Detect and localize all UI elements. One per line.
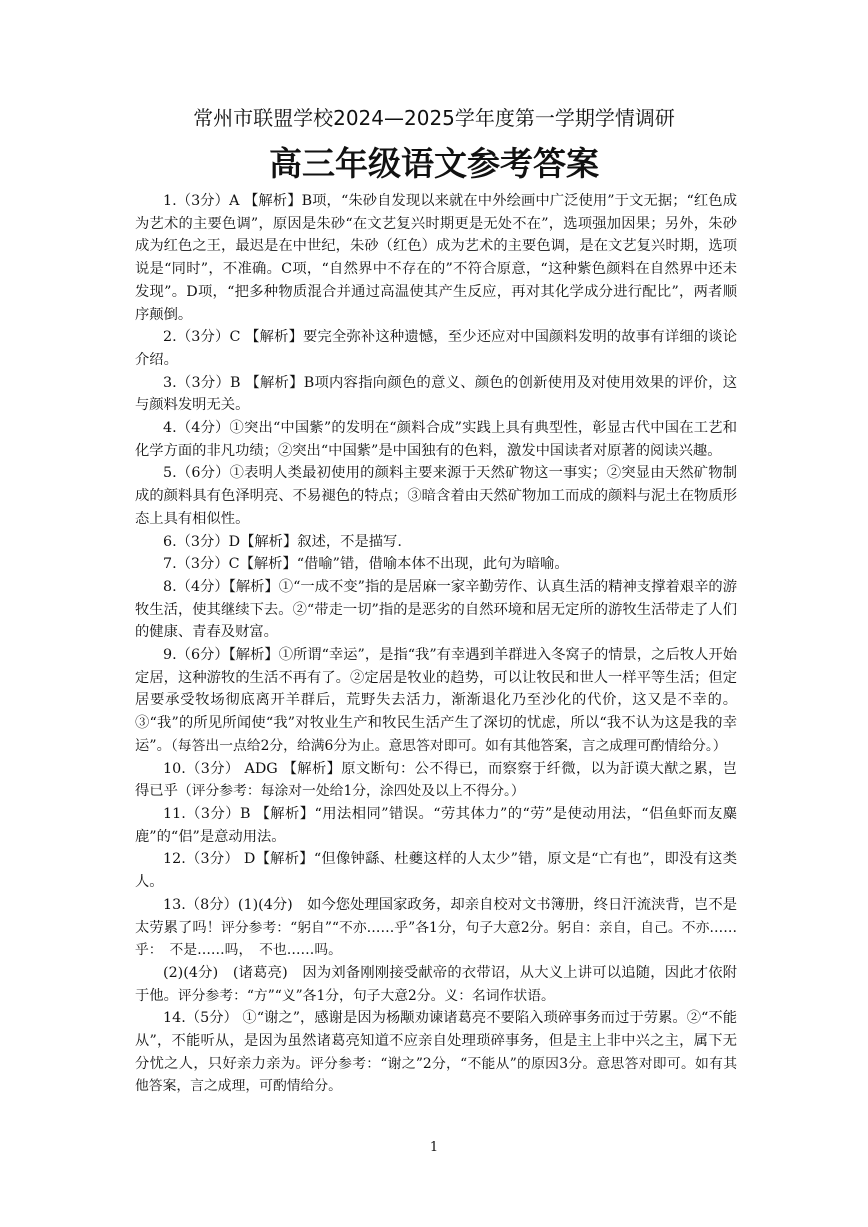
answer-2	[135, 326, 737, 371]
answer-text: 8.（4分）【解析】①“一成不变”指的是居麻一家辛勤劳作、认真生活的精神支撑着艰辛的游牧生活，使其继续下去。②“带走一切”指的是恶劣的自然环境和居无定所的游牧生活带走了人们的健康、青春及财富。	[135, 578, 737, 641]
scoring-note: （每答出一点给2分，给满6分为止。意思答对即可。如有其他答案，言之成理可酌情给分。）	[170, 737, 727, 754]
answer-12	[135, 848, 737, 893]
answer-text: 6.（3分）D【解析】叙述，不是描写.	[163, 533, 402, 550]
answer-10	[135, 758, 737, 803]
answer-13-1	[135, 894, 737, 962]
answer-14	[135, 1007, 737, 1098]
answer-text: 1.（3分）A 【解析】B项，“朱砂自发现以来就在中外绘画中广泛使用”于文无据；“红色成为艺术的主要色调”，原因是朱砂“在文艺复兴时期更是无处不在”，选项强加因果；另外，朱砂成为红色之王，最迟是在中世纪，朱砂（红色）成为艺术的主要色调，是在文艺复兴时期，选项说是“同时”，不准确。C项，“自然界中不存在的”不符合原意，“这种紫色颜料在自然界中还未发现”。D项，“把多种物质混合并通过高温使其产生反应，再对其化学成分进行配比”，两者顺序颠倒。	[135, 193, 737, 323]
answer-text: 4.（4分）①突出“中国紫”的发明在“颜料合成”实践上具有典型性，彰显古代中国在工艺和化学方面的非凡功绩；②突出“中国紫”是中国独有的色料，激发中国读者对原著的阅读兴趣。	[135, 420, 737, 459]
answer-text: 13.（8分）(1)(4分) 如今您处理国家政务，却亲自校对文书簿册，终日汗流浃背，岂不是太劳累了吗！	[135, 896, 737, 936]
answer-text: 14.（5分） ①“谢之”，感谢是因为杨颙劝谏诸葛亮不要陷入琐碎事务而过于劳累。②“不能从”，不能听从，是因为虽然诸葛亮知道不应亲自处理琐碎事务，但是主上非中兴之主，属下无分忧之人，只好亲力亲为。	[135, 1010, 737, 1072]
answer-text: (2)(4分) (诸葛亮) 因为刘备刚刚接受献帝的衣带诏，从大义上讲可以追随，因此才依附于他。	[135, 964, 737, 1004]
page-number: 1	[429, 1140, 439, 1155]
answer-4	[135, 417, 737, 462]
answer-text: 5.（6分）①表明人类最初使用的颜料主要来源于天然矿物这一事实；②突显由天然矿物制成的颜料具有色泽明亮、不易褪色的特点；③暗含着由天然矿物加工而成的颜料与泥土在物质形态上具有相似性。	[135, 465, 737, 527]
answer-11	[135, 803, 737, 848]
scoring-note: 评分参考：“谢之”2分，“不能从”的原因3分。意思答对即可。如有其他答案，言之成理，可酌情给分。	[135, 1055, 737, 1095]
answer-1	[135, 190, 737, 326]
exam-subtitle: 常州市联盟学校2024—2025学年度第一学期学情调研	[193, 106, 675, 130]
answer-text: 10.（3分） ADG 【解析】原文断句：公不得已，而察察于纤微，以为訏谟大猷之累，岂得已乎	[135, 760, 737, 800]
answer-text: 7.（3分）C【解析】“借喻”错，借喻本体不出现，此句为暗喻。	[163, 556, 569, 573]
page-title: 高三年级语文参考答案	[269, 144, 599, 183]
scoring-note: （评分参考：每涂对一处给1分，涂四处及以上不得分。）	[177, 783, 525, 800]
answer-text: 3.（3分）B 【解析】B项内容指向颜色的意义、颜色的创新使用及对使用效果的评价，这与颜料发明无关。	[135, 374, 737, 414]
answer-5	[135, 462, 737, 530]
scoring-note: 评分参考：“躬自”“不亦……乎”各1分，句子大意2分。躬自：亲自，自己。不亦……乎： 不是……吗， 不也……吗。	[135, 919, 737, 959]
answer-text: 11.（3分）B 【解析】“用法相同”错误。“劳其体力”的“劳”是使动用法，“侣鱼虾而友麋鹿”的“侣”是意动用法。	[135, 805, 737, 845]
answer-13-2	[135, 962, 737, 1007]
scoring-note: 评分参考：“方”“义”各1分，句子大意2分。义：名词作状语。	[177, 987, 555, 1004]
answer-7	[135, 553, 737, 576]
answer-text: 9.（6分）【解析】①所谓“幸运”，是指“我”有幸遇到羊群进入冬窝子的情景，之后牧人开始定居，这种游牧的生活不再有了。②定居是牧业的趋势，可以让牧民和世人一样平等生活；但定居要承受牧场彻底离开羊群后，荒野失去活力，渐渐退化乃至沙化的代价，这又是不幸的。③“我”的所见所闻使“我”对牧业生产和牧民生活产生了深切的忧虑，所以“我不认为这是我的幸运”。	[135, 647, 737, 754]
answer-9	[135, 644, 737, 758]
answer-6	[135, 531, 737, 554]
answer-3	[135, 372, 737, 417]
answer-text: 2.（3分）C 【解析】要完全弥补这种遗憾，至少还应对中国颜料发明的故事有详细的谈论介绍。	[135, 329, 737, 368]
answer-text: 12.（3分） D【解析】“但像钟繇、杜夔这样的人太少”错，原文是“亡有也”，即没有这类人。	[135, 851, 737, 891]
answer-8	[135, 576, 737, 644]
answer-list	[135, 190, 737, 1098]
